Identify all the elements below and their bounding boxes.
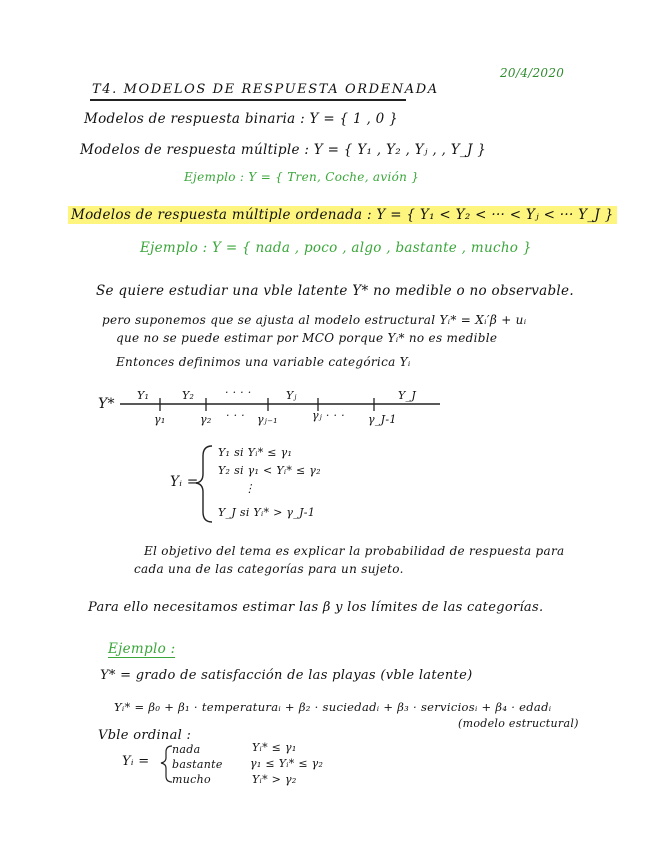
piecewise-lhs: Yᵢ = — [170, 474, 199, 490]
axis-bottom-dots: · · · — [226, 409, 245, 422]
piecewise-row-J: Y_J si Yᵢ* > γ_J-1 — [218, 506, 316, 519]
multiple-example: Ejemplo : Y = { Tren, Coche, avión } — [184, 170, 420, 184]
ordered-example: Ejemplo : Y = { nada , poco , algo , bastante , mucho } — [140, 240, 532, 256]
axis-top-y1: Y₁ — [137, 389, 150, 402]
page-title: T4. MODELOS DE RESPUESTA ORDENADA — [92, 82, 439, 97]
axis-top-y2: Y₂ — [182, 389, 195, 402]
latent-line-2: pero suponemos que se ajusta al modelo estructural Yᵢ* = Xᵢ′β + uᵢ — [102, 313, 527, 327]
axis-bottom-g2: γ₂ — [200, 413, 212, 426]
piecewise-row-dots: ⋮ — [244, 482, 256, 495]
piecewise-row-1: Y₁ si Yᵢ* ≤ γ₁ — [218, 446, 293, 459]
latent-line-1: Se quiere estudiar una vble latente Y* no medible o no observable. — [96, 283, 574, 299]
example-2-model: Yᵢ* = β₀ + β₁ · temperaturaᵢ + β₂ · suciedadᵢ + β₃ · serviciosᵢ + β₄ · edadᵢ — [114, 700, 552, 714]
ordinal-lhs: Yᵢ = — [122, 754, 150, 769]
ystar-axis-label: Y* — [98, 396, 115, 412]
ordinal-cond-2: γ₁ ≤ Yᵢ* ≤ γ₂ — [250, 757, 324, 770]
ordinal-cat-1: nada — [172, 743, 201, 756]
example-2-model-note: (modelo estructural) — [458, 717, 579, 730]
for-this-line: Para ello necesitamos estimar las β y los límites de las categorías. — [88, 600, 544, 615]
example-2-label — [108, 641, 175, 657]
ordinal-cond-3: Yᵢ* > γ₂ — [252, 773, 297, 786]
axis-bottom-g1: γ₁ — [154, 413, 166, 426]
ordinal-variable-label: Vble ordinal : — [98, 728, 192, 743]
piecewise-row-2: Y₂ si γ₁ < Yᵢ* ≤ γ₂ — [218, 464, 321, 477]
axis-bottom-gj-1: γⱼ₋₁ — [257, 413, 278, 426]
multiple-models-line: Modelos de respuesta múltiple : Y = { Y₁ , Y₂ , Yⱼ , , Y_J } — [80, 142, 487, 158]
example-2-latent: Y* = grado de satisfacción de las playas (vble latente) — [100, 668, 473, 683]
ordered-models-highlight: Modelos de respuesta múltiple ordenada : Y = { Y₁ < Y₂ < ··· < Yⱼ < ··· Y_J } — [68, 206, 617, 224]
ordinal-cond-1: Yᵢ* ≤ γ₁ — [252, 741, 297, 754]
ordinal-cat-2: bastante — [172, 758, 223, 771]
example-2-label-text: Ejemplo : — [108, 641, 176, 657]
ordinal-brace — [161, 746, 172, 782]
objective-line-1: El objetivo del tema es explicar la probabilidad de respuesta para — [144, 544, 565, 558]
binary-models-line: Modelos de respuesta binaria : Y = { 1 , 0 } — [84, 111, 399, 127]
axis-top-yJ: Y_J — [398, 389, 417, 402]
axis-top-dots: · · · · — [225, 386, 252, 399]
date: 20/4/2020 — [500, 66, 565, 80]
objective-line-2: cada una de las categorías para un sujeto. — [134, 562, 404, 576]
latent-line-3: que no se puede estimar por MCO porque Yᵢ* no es medible — [116, 331, 498, 345]
axis-top-yj: Yⱼ — [286, 389, 297, 402]
latent-line-4: Entonces definimos una variable categórica Yᵢ — [116, 355, 411, 369]
axis-bottom-gj: γⱼ · · · — [312, 409, 345, 422]
axis-bottom-gJ-1: γ_J-1 — [368, 413, 397, 426]
ordinal-cat-3: mucho — [172, 773, 211, 786]
